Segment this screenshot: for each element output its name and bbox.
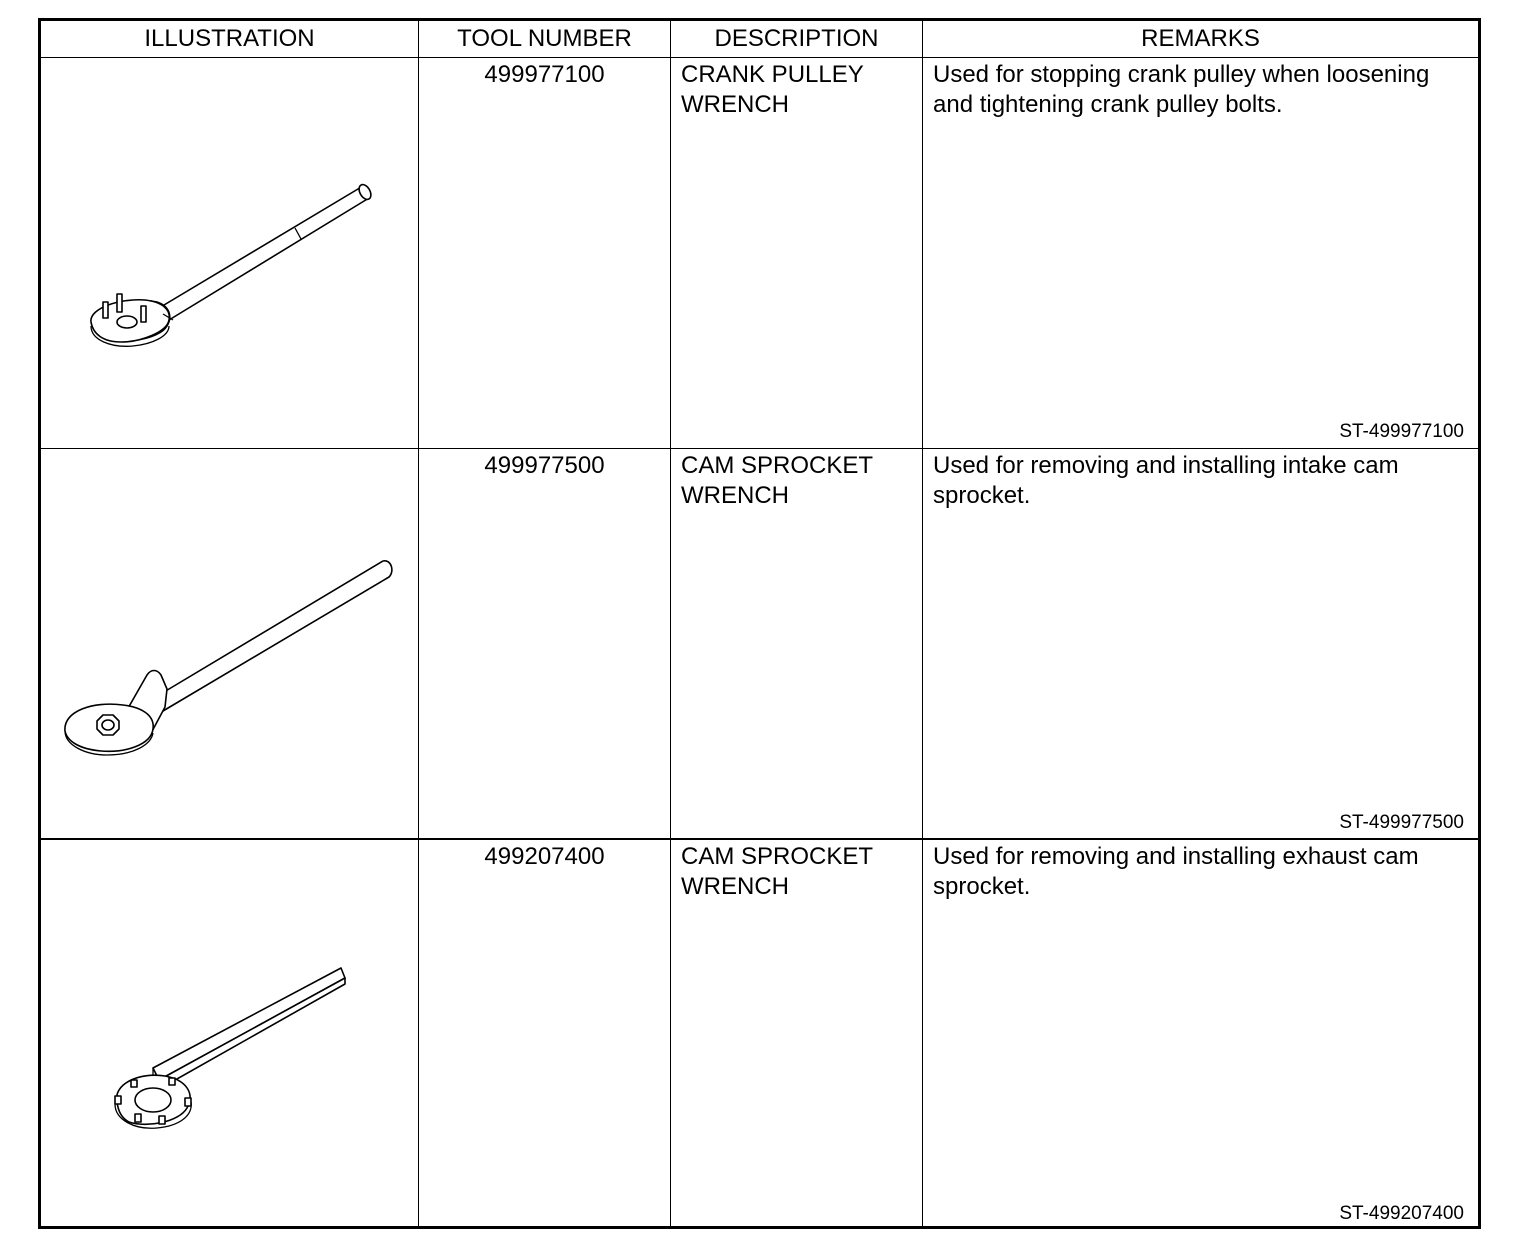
special-tools-table bbox=[38, 18, 1481, 1229]
tool-number: 499977100 bbox=[484, 61, 605, 88]
tool-remarks: Used for removing and installing intake cam sprocket. bbox=[933, 452, 1399, 509]
header-tool-number: TOOL NUMBER bbox=[457, 25, 632, 52]
header-description: DESCRIPTION bbox=[714, 25, 879, 52]
header-remarks: REMARKS bbox=[1141, 25, 1260, 52]
table-row bbox=[41, 58, 1478, 448]
crank-pulley-wrench-illustration bbox=[41, 58, 418, 448]
tool-description: CRANK PULLEY WRENCH bbox=[681, 61, 864, 118]
tool-number: 499207400 bbox=[484, 843, 605, 870]
tool-description: CAM SPROCKET WRENCH bbox=[681, 452, 874, 509]
tool-description: CAM SPROCKET WRENCH bbox=[681, 843, 874, 900]
exhaust-cam-sprocket-wrench-illustration bbox=[41, 840, 418, 1230]
table-row bbox=[41, 840, 1478, 1230]
tool-number: 499977500 bbox=[484, 452, 605, 479]
tool-remarks: Used for stopping crank pulley when loosening and tightening crank pulley bolts. bbox=[933, 61, 1430, 118]
tool-remarks: Used for removing and installing exhaust cam sprocket. bbox=[933, 843, 1419, 900]
header-illustration: ILLUSTRATION bbox=[144, 25, 315, 52]
illustration-caption: ST-499207400 bbox=[1339, 1203, 1464, 1224]
table-row bbox=[41, 449, 1478, 839]
intake-cam-sprocket-wrench-illustration bbox=[41, 449, 418, 839]
illustration-caption: ST-499977500 bbox=[1339, 812, 1464, 833]
illustration-caption: ST-499977100 bbox=[1339, 421, 1464, 442]
